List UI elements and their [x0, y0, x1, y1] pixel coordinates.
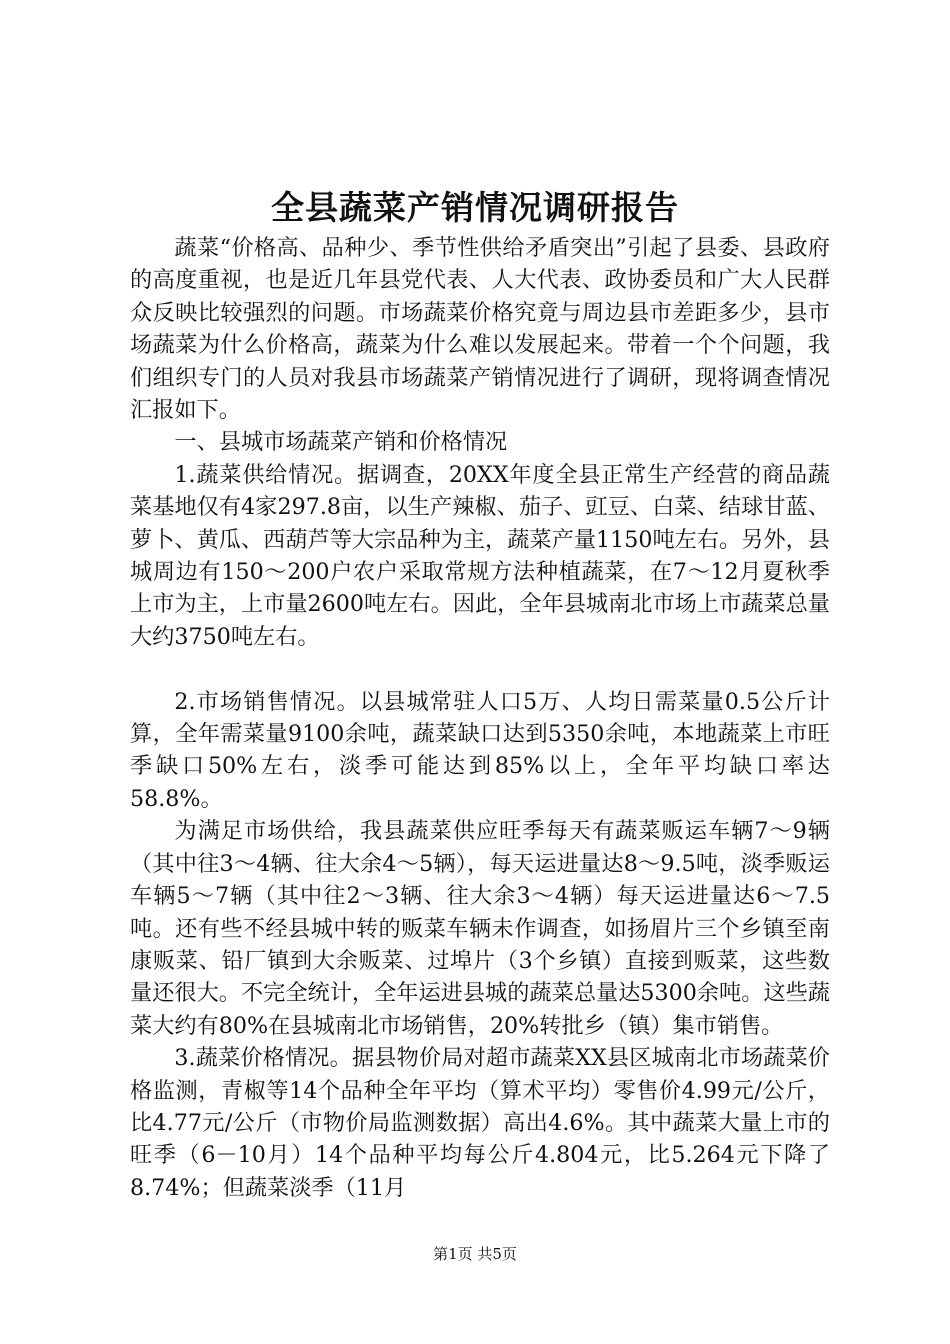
section-heading: 一、县城市场蔬菜产销和价格情况 [174, 429, 508, 456]
document-title: 全县蔬菜产销情况调研报告 [271, 188, 679, 227]
paragraph-intro: 蔬菜“价格高、品种少、季节性供给矛盾突出”引起了县委、县政府的高度重视，也是近几年县党代表、人大代表、政协委员和广大人民群众反映比较强烈的问题。市场蔬菜价格究竟与周边县市差距多少，县市场蔬菜为什么价格高，蔬菜为什么难以发展起来。带着一个个问题，我们组织专门的人员对我县市场蔬菜产销情况进行了调研，现将调查情况汇报如下。 [130, 235, 830, 424]
paragraph-sales: 2.市场销售情况。以县城常驻人口5万、人均日需菜量0.5公斤计算，全年需菜量9100余吨，蔬菜缺口达到5350余吨，本地蔬菜上市旺季缺口50%左右，淡季可能达到85%以上，全年平均缺口率达58.8%。 [130, 688, 830, 812]
document-body [130, 232, 830, 1204]
paragraph-supply: 1.蔬菜供给情况。据调查，20XX年度全县正常生产经营的商品蔬菜基地仅有4家297.8亩，以生产辣椒、茄子、豇豆、白菜、结球甘蓝、萝卜、黄瓜、西葫芦等大宗品种为主，蔬菜产量1150吨左右。另外，县城周边有150～200户农户采取常规方法种植蔬菜，在7～12月夏秋季上市为主，上市量2600吨左右。因此，全年县城南北市场上市蔬菜总量大约3750吨左右。 [130, 461, 830, 650]
paragraph-transport: 为满足市场供给，我县蔬菜供应旺季每天有蔬菜贩运车辆7～9辆（其中往3～4辆、往大余4～5辆），每天运进量达8～9.5吨，淡季贩运车辆5～7辆（其中往2～3辆、往大余3～4辆）每天运进量达6～7.5吨。还有些不经县城中转的贩菜车辆未作调查，如扬眉片三个乡镇至南康贩菜、铅厂镇到大余贩菜、过埠片（3个乡镇）直接到贩菜，这些数量还很大。不完全统计，全年运进县城的蔬菜总量达5300余吨。这些蔬菜大约有80%在县城南北市场销售，20%转批乡（镇）集市销售。 [130, 818, 830, 1039]
paragraph-price: 3.蔬菜价格情况。据县物价局对超市蔬菜XX县区城南北市场蔬菜价格监测，青椒等14个品种全年平均（算术平均）零售价4.99元/公斤，比4.77元/公斤（市物价局监测数据）高出4.6%。其中蔬菜大量上市的旺季（6－10月）14个品种平均每公斤4.804元，比5.264元下降了8.74%；但蔬菜淡季（11月 [130, 1045, 830, 1201]
page-footer: 第1页 共5页 [433, 1245, 517, 1263]
